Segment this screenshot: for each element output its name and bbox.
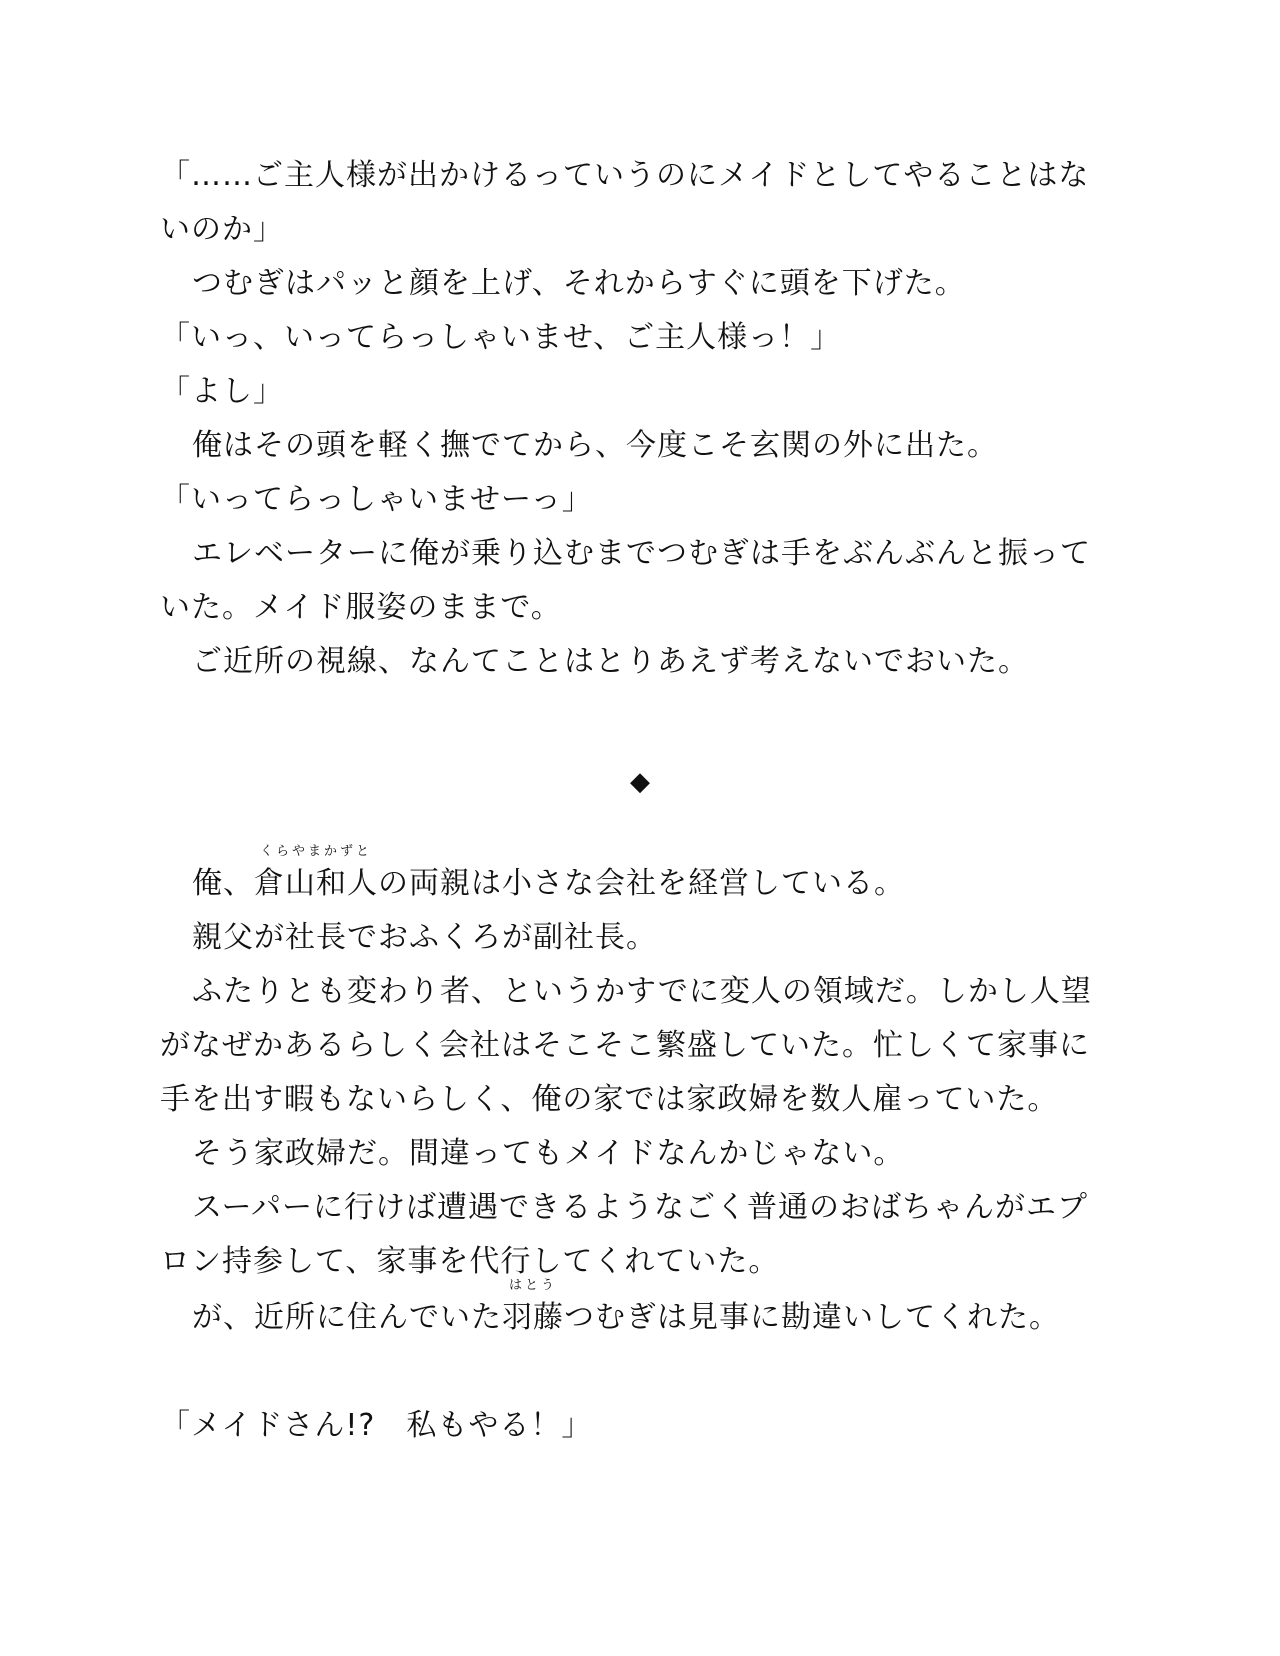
text-line: 「いっ、いってらっしゃいませ、ご主人様っ！」 [160, 320, 842, 355]
text-segment: が、近所に住んでいた [192, 1300, 502, 1335]
text-line: 「メイドさん!? 私もやる！」 [160, 1408, 593, 1443]
text-line: ロン持参して、家事を代行してくれていた。 [160, 1244, 780, 1279]
text-line: スーパーに行けば遭遇できるようなごく普通のおばちゃんがエプ [192, 1190, 1088, 1225]
text-line: エレベーターに俺が乗り込むまでつむぎは手をぶんぶんと振って [192, 536, 1091, 571]
text-line: いのか」 [160, 212, 284, 247]
ruby-reading: くらやまかずと [259, 844, 372, 859]
text-segment: 俺、 [192, 866, 254, 901]
ruby-base: 羽藤 [502, 1300, 564, 1335]
text-segment: の両親は小さな会社を経営している。 [378, 866, 905, 901]
text-line: ふたりとも変わり者、というかすでに変人の領域だ。しかし人望 [192, 974, 1092, 1009]
ruby-base: 倉山和人 [254, 866, 378, 901]
text-line: 「よし」 [160, 374, 284, 409]
text-line: いた。メイド服姿のままで。 [160, 590, 562, 625]
text-line [160, 1278, 1152, 1338]
text-line: 親父が社長でおふくろが副社長。 [192, 920, 657, 955]
text-line [160, 844, 1152, 904]
section-separator: ◆ [630, 767, 650, 797]
text-segment: つむぎは見事に勘違いしてくれた。 [564, 1300, 1060, 1335]
text-line: そう家政婦だ。間違ってもメイドなんかじゃない。 [192, 1136, 905, 1171]
text-line: 「いってらっしゃいませーっ」 [160, 482, 593, 517]
text-line: 俺はその頭を軽く撫でてから、今度こそ玄関の外に出た。 [192, 428, 998, 463]
text-line: つむぎはパッと顔を上げ、それからすぐに頭を下げた。 [192, 266, 966, 301]
text-line: 手を出す暇もないらしく、俺の家では家政婦を数人雇っていた。 [160, 1082, 1059, 1117]
text-line: がなぜかあるらしく会社はそこそこ繁盛していた。忙しくて家事に [160, 1028, 1090, 1063]
text-line: 「……ご主人様が出かけるっていうのにメイドとしてやることはな [160, 158, 1090, 193]
ruby-name [254, 844, 378, 904]
text-line: ご近所の視線、なんてことはとりあえず考えないでおいた。 [192, 644, 1029, 679]
ruby-name [502, 1278, 564, 1338]
ruby-reading: はとう [508, 1278, 557, 1293]
